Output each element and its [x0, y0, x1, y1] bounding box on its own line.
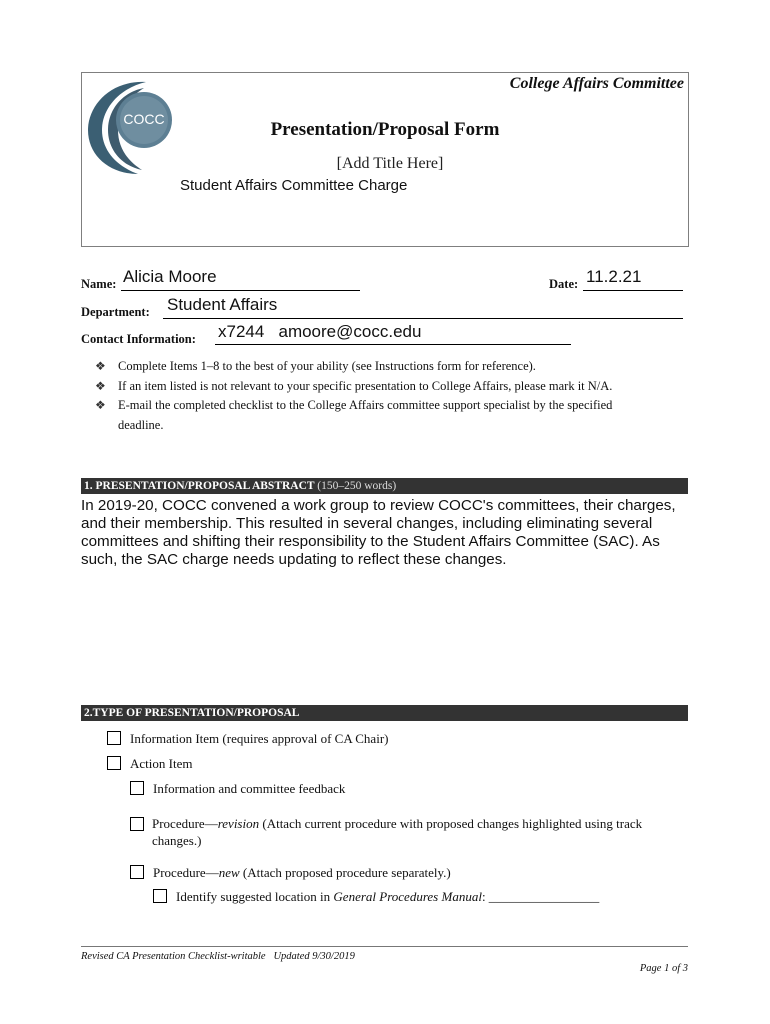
- action-item-checkbox[interactable]: [107, 756, 121, 770]
- location-option: Identify suggested location in General Procedures Manual: _________________: [153, 889, 599, 905]
- title-input-value[interactable]: Student Affairs Committee Charge: [180, 177, 408, 194]
- committee-name: College Affairs Committee: [509, 75, 684, 92]
- name-field[interactable]: Alicia Moore: [123, 267, 217, 286]
- instruction-item: ❖ Complete Items 1–8 to the best of your ability (see Instructions form for reference).: [95, 357, 655, 377]
- department-label: Department:: [81, 305, 150, 319]
- footer-revision-note: Revised CA Presentation Checklist-writable Updated 9/30/2019: [81, 951, 355, 962]
- info-feedback-checkbox[interactable]: [130, 781, 144, 795]
- section-1-header: 1. PRESENTATION/PROPOSAL ABSTRACT (150–250 words): [81, 478, 688, 494]
- svg-text:COCC: COCC: [123, 111, 165, 127]
- name-underline: [121, 290, 360, 291]
- instructions-list: [95, 357, 655, 435]
- contact-label: Contact Information:: [81, 332, 196, 346]
- procedure-revision-option: [130, 815, 690, 849]
- abstract-textarea[interactable]: In 2019-20, COCC convened a work group to review COCC's committees, their charges, and their membership. This resulted in several changes, including eliminating several committees and shifting their responsibility to the Student Affairs Committee (SAC). As such, the SAC charge needs updating to reflect these changes.: [81, 497, 676, 568]
- department-field[interactable]: Student Affairs: [167, 295, 278, 314]
- contact-underline: [215, 344, 571, 345]
- procedure-new-option: Procedure—new (Attach proposed procedure separately.): [130, 865, 451, 881]
- date-label: Date:: [549, 277, 579, 291]
- department-underline: [163, 318, 683, 319]
- add-title-placeholder: [Add Title Here]: [336, 155, 444, 172]
- name-label: Name:: [81, 277, 117, 291]
- page-number: Page 1 of 3: [639, 963, 688, 974]
- section-2-header: 2.TYPE OF PRESENTATION/PROPOSAL: [81, 705, 688, 721]
- date-underline: [583, 290, 683, 291]
- procedure-revision-label: Procedure—revision (Attach current procedure with proposed changes highlighted using track changes.): [152, 816, 643, 848]
- diamond-bullet-icon: ❖: [95, 398, 106, 412]
- form-title: Presentation/Proposal Form: [270, 119, 500, 140]
- information-item-option: Information Item (requires approval of CA Chair): [107, 731, 388, 747]
- procedure-new-checkbox[interactable]: [130, 865, 144, 879]
- location-checkbox[interactable]: [153, 889, 167, 903]
- info-feedback-option: Information and committee feedback: [130, 781, 345, 797]
- diamond-bullet-icon: ❖: [95, 378, 106, 393]
- diamond-bullet-icon: ❖: [95, 359, 106, 373]
- contact-field[interactable]: x7244 amoore@cocc.edu: [218, 322, 422, 341]
- instruction-item: ❖ E-mail the completed checklist to the College Affairs committee support specialist by the specified deadline.: [95, 398, 613, 432]
- procedure-revision-checkbox[interactable]: [130, 817, 144, 831]
- information-item-checkbox[interactable]: [107, 731, 121, 745]
- instruction-item: ❖ If an item listed is not relevant to your specific presentation to College Affairs, please mark it N/A.: [95, 377, 655, 397]
- date-field[interactable]: 11.2.21: [586, 267, 642, 286]
- action-item-option: Action Item: [107, 756, 192, 772]
- footer-divider: [81, 946, 688, 947]
